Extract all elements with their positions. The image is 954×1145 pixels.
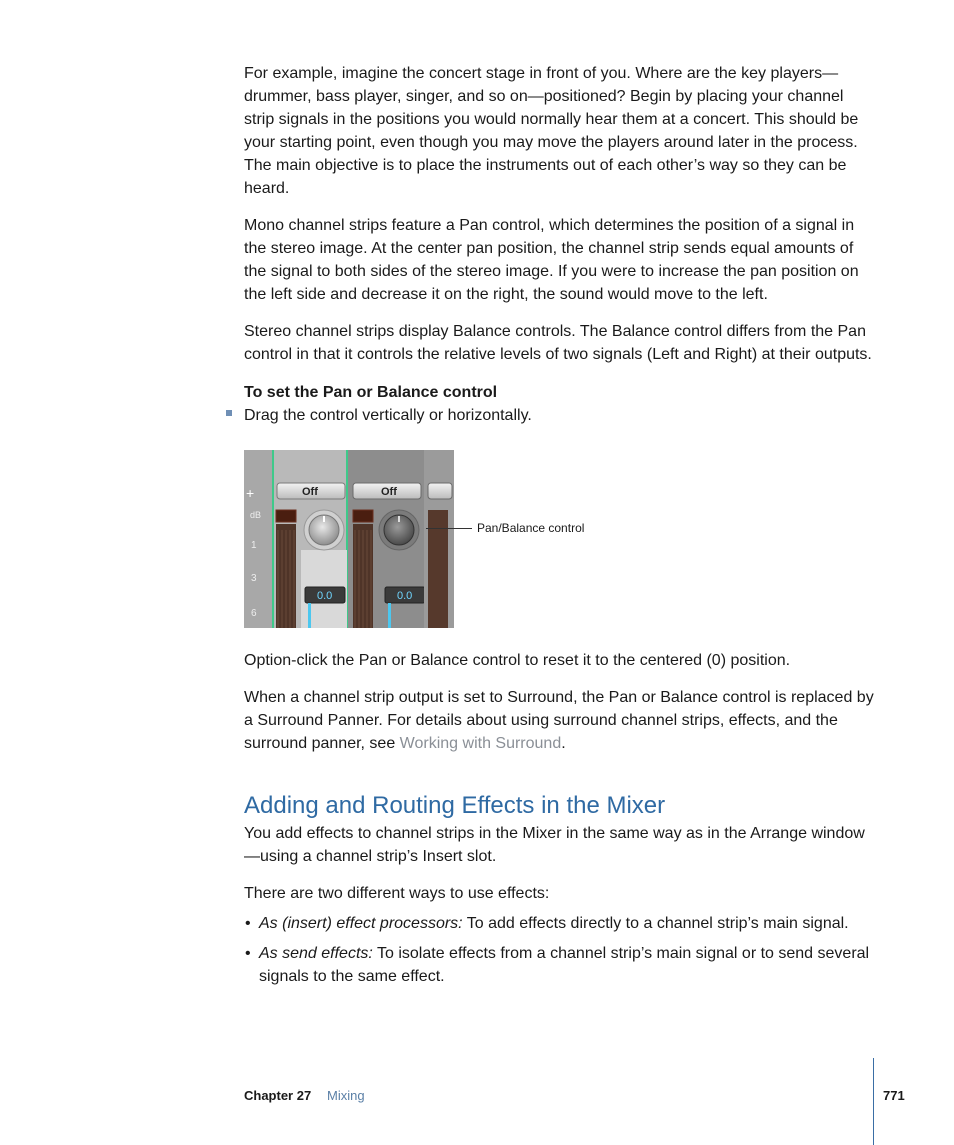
surround-text-after: . xyxy=(561,735,566,752)
callout-leader-line xyxy=(426,528,472,529)
footer-section-link[interactable]: Mixing xyxy=(327,1088,365,1103)
bullet-text-insert: To add effects directly to a channel strip’s main signal. xyxy=(462,915,849,932)
strip1-value: 0.0 xyxy=(317,590,333,602)
scale-3: 3 xyxy=(251,573,257,584)
bullet-item-send xyxy=(259,942,875,988)
section-heading: Adding and Routing Effects in the Mixer xyxy=(244,792,666,819)
db-label: dB xyxy=(250,510,262,520)
strip1-off-button[interactable]: Off xyxy=(302,486,318,498)
bullet-item-insert xyxy=(259,912,875,935)
mixer-figure-graphic xyxy=(244,450,454,628)
page-number: 771 xyxy=(883,1088,905,1103)
task-step: Drag the control vertically or horizontally. xyxy=(244,407,532,424)
surround-text-before: When a channel strip output is set to Surround, the Pan or Balance control is replaced by a Surround Panner. For details about using surround channel strips, effects, and the surround panner, see xyxy=(244,689,874,752)
paragraph-two-ways: There are two different ways to use effects: xyxy=(244,885,550,902)
svg-text:+: + xyxy=(246,485,255,501)
bullet-dot-2: • xyxy=(245,945,251,962)
scale-6: 6 xyxy=(251,608,257,619)
footer-chapter: Chapter 27 xyxy=(244,1088,312,1103)
bullet-text-send: To isolate effects from a channel strip’s main signal or to send several signals to the same effect. xyxy=(259,945,870,985)
strip2-off-button[interactable]: Off xyxy=(381,486,397,498)
bullet-dot-1: • xyxy=(245,915,251,932)
paragraph-surround xyxy=(244,686,876,755)
scale-1: 1 xyxy=(251,540,257,551)
task-title: To set the Pan or Balance control xyxy=(244,384,498,401)
square-bullet-icon xyxy=(226,410,232,416)
callout-label: Pan/Balance control xyxy=(477,521,585,535)
paragraph-option-click: Option-click the Pan or Balance control to reset it to the centered (0) position. xyxy=(244,652,791,669)
strip2-value: 0.0 xyxy=(397,590,413,602)
mixer-figure xyxy=(244,450,454,628)
footer-divider xyxy=(873,1058,874,1145)
bullet-term-insert: As (insert) effect processors: xyxy=(259,915,463,932)
paragraph-insert-slot: You add effects to channel strips in the Mixer in the same way as in the Arrange window—using a channel strip’s Insert slot. xyxy=(244,825,865,865)
working-with-surround-link[interactable]: Working with Surround xyxy=(399,735,562,752)
bullet-term-send: As send effects: xyxy=(259,945,373,962)
paragraph-stereo-balance: Stereo channel strips display Balance controls. The Balance control differs from the Pan control in that it controls the relative levels of two signals (Left and Right) at their outputs. xyxy=(244,323,872,363)
paragraph-concert-stage: For example, imagine the concert stage in front of you. Where are the key players—drummer, bass player, singer, and so on—positioned? Begin by placing your channel strip signals in the positions you would normally hear them at a concert. This should be your starting point, even though you may move the players around later in the process. The main objective is to place the instruments out of each other’s way so they can be heard. xyxy=(244,65,859,197)
paragraph-mono-pan: Mono channel strips feature a Pan control, which determines the position of a signal in the stereo image. At the center pan position, the channel strip sends equal amounts of the signal to both sides of the stereo image. If you were to increase the pan position on the left side and decrease it on the right, the sound would move to the left. xyxy=(244,217,859,303)
